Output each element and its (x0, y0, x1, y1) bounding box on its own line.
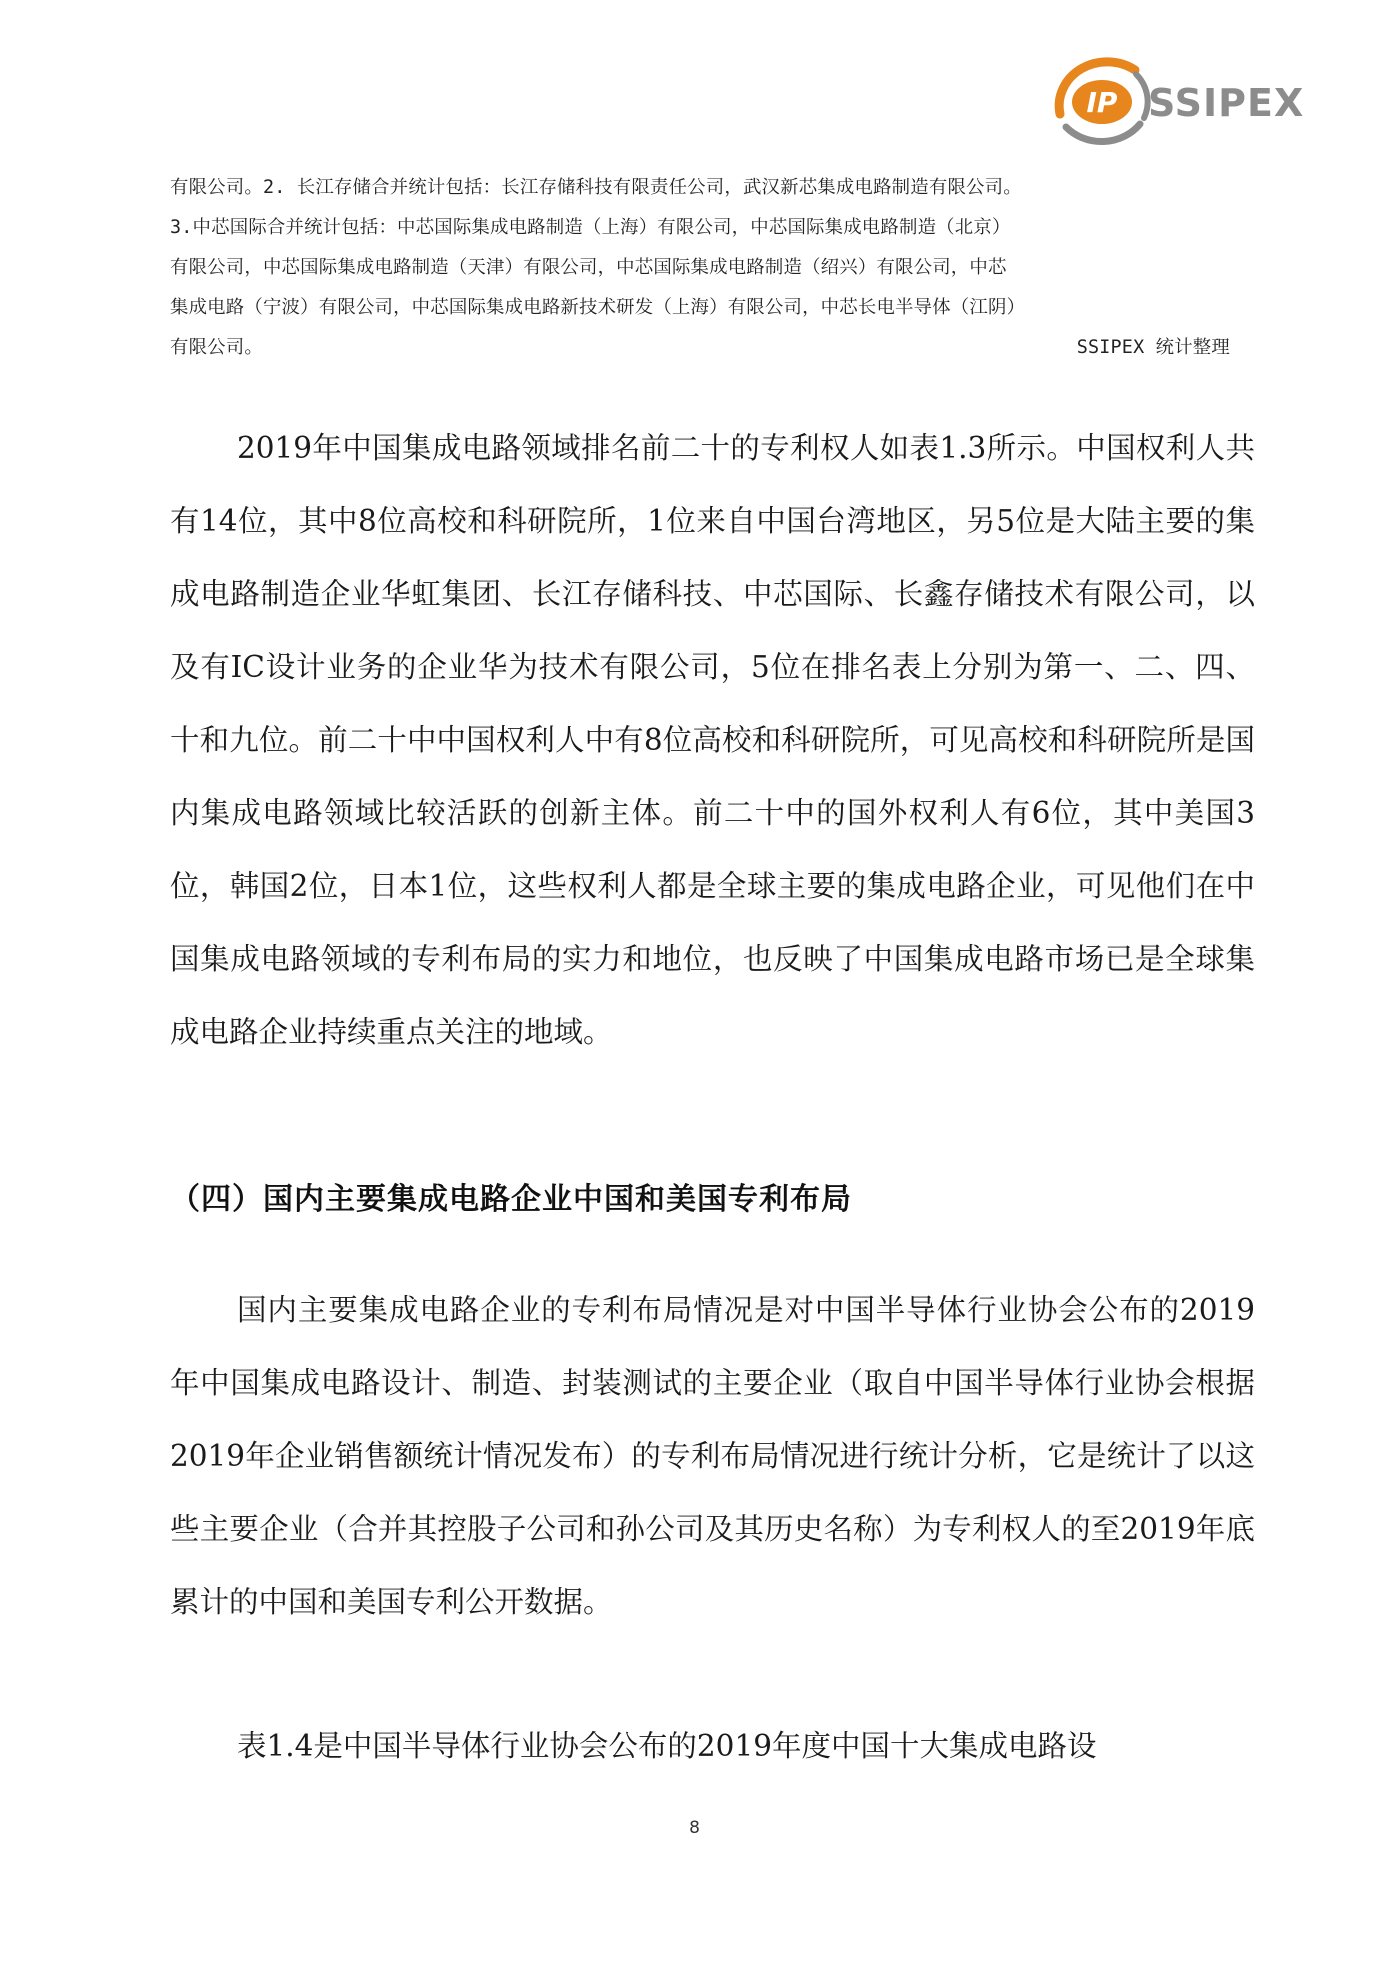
section-heading: （四）国内主要集成电路企业中国和美国专利布局 (170, 1182, 852, 1217)
footnote-line: 3.中芯国际合并统计包括：中芯国际集成电路制造（上海）有限公司，中芯国际集成电路制造（北京） (170, 217, 1011, 238)
body-paragraph: 国内主要集成电路企业的专利布局情况是对中国半导体行业协会公布的2019年中国集成电路设计、制造、封装测试的主要企业（取自中国半导体行业协会根据2019年企业销售额统计情况发布）的专利布局情况进行统计分析，它是统计了以这些主要企业（合并其控股子公司和孙公司及其历史名称）为专利权人的至2019年底累计的中国和美国专利公开数据。 (170, 1293, 1255, 1619)
footnote-source: SSIPEX 统计整理 (1076, 337, 1230, 358)
footnote-line: 有限公司。 (170, 337, 263, 358)
footnote-line: 集成电路（宁波）有限公司，中芯国际集成电路新技术研发（上海）有限公司，中芯长电半导体（江阴） (170, 297, 1026, 318)
footnote-line: 有限公司。2. 长江存储合并统计包括：长江存储科技有限责任公司，武汉新芯集成电路制造有限公司。 (170, 177, 1022, 198)
body-paragraph: 2019年中国集成电路领域排名前二十的专利权人如表1.3所示。中国权利人共有14位，其中8位高校和科研院所，1位来自中国台湾地区，另5位是大陆主要的集成电路制造企业华虹集团、长江存储科技、中芯国际、长鑫存储技术有限公司，以及有IC设计业务的企业华为技术有限公司，5位在排名表上分别为第一、二、四、十和九位。前二十中中国权利人中有8位高校和科研院所，可见高校和科研院所是国内集成电路领域比较活跃的创新主体。前二十中的国外权利人有6位，其中美国3位，韩国2位，日本1位，这些权利人都是全球主要的集成电路企业，可见他们在中国集成电路领域的专利布局的实力和地位，也反映了中国集成电路市场已是全球集成电路企业持续重点关注的地域。 (170, 431, 1255, 1049)
logo-graphic (1040, 52, 1330, 147)
page-number: 8 (689, 1818, 700, 1838)
body-paragraph: 表1.4是中国半导体行业协会公布的2019年度中国十大集成电路设 (237, 1729, 1097, 1763)
footnote-last-line (170, 328, 1250, 368)
footnote-line: 有限公司，中芯国际集成电路制造（天津）有限公司，中芯国际集成电路制造（绍兴）有限公司，中芯 (170, 257, 1007, 278)
ssipex-logo (1040, 52, 1330, 147)
table-footnote (170, 168, 1250, 368)
logo-wordmark: SSIPEX (1148, 81, 1305, 125)
logo-badge-text: IP (1086, 86, 1118, 119)
